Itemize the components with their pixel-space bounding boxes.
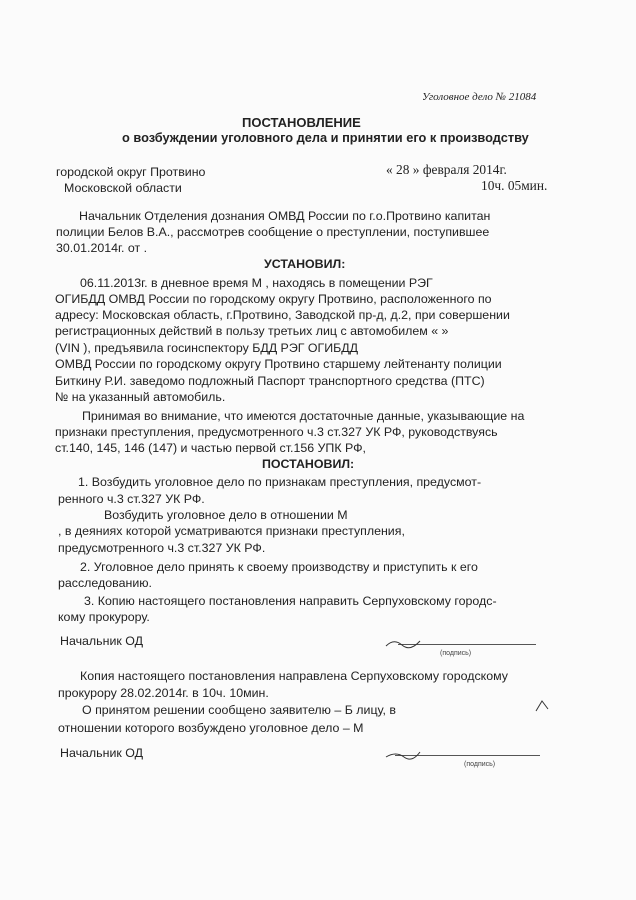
document-time: 10ч. 05мин. xyxy=(481,178,548,193)
signatory-title-2: Начальник ОД xyxy=(60,746,143,760)
copy-line-2: прокурору 28.02.2014г. в 10ч. 10мин. xyxy=(58,686,269,700)
resolution-1-line-4: , в деяниях которой усматриваются признаки преступления, xyxy=(58,524,405,538)
notified-line-2: отношении которого возбуждено уголовное дело – М xyxy=(58,721,364,735)
body-line-1: 06.11.2013г. в дневное время М , находясь в помещении РЭГ xyxy=(80,276,433,290)
resolution-3-line-2: кому прокурору. xyxy=(58,610,150,624)
considering-line-1: Принимая во внимание, что имеются достаточные данные, указывающие на xyxy=(82,409,525,423)
resolution-1-line-2: ренного ч.3 ст.327 УК РФ. xyxy=(58,492,205,506)
body-line-6: ОМВД России по городскому округу Протвино старшему лейтенанту полиции xyxy=(55,357,502,371)
body-line-7: Биткину Р.И. заведомо подложный Паспорт транспортного средства (ПТС) xyxy=(55,374,485,388)
resolution-2-line-2: расследованию. xyxy=(58,576,152,590)
intro-line-2: полиции Белов В.А., рассмотрев сообщение о преступлении, поступившее xyxy=(56,225,490,239)
pen-mark-icon xyxy=(534,697,550,715)
document-title: ПОСТАНОВЛЕНИЕ xyxy=(242,115,361,130)
resolution-1-line-1: 1. Возбудить уголовное дело по признакам преступления, предусмот- xyxy=(78,475,482,489)
signature-scribble-icon xyxy=(384,748,424,762)
signature-caption-2: (подпись) xyxy=(464,761,496,768)
body-line-8: № на указанный автомобиль. xyxy=(55,390,226,404)
resolution-2-line-1: 2. Уголовное дело принять к своему производству и приступить к его xyxy=(80,560,478,574)
body-line-4: регистрационных действий в пользу третьих лиц с автомобилем « » xyxy=(55,324,449,338)
signature-caption-1: (подпись) xyxy=(440,650,472,657)
body-line-2: ОГИБДД ОМВД России по городскому округу Протвино, расположенного по xyxy=(55,292,492,306)
body-line-3: адресу: Московская область, г.Протвино, Заводской пр-д, д.2, при совершении xyxy=(55,308,510,322)
heading-established: УСТАНОВИЛ: xyxy=(264,257,346,271)
signature-scribble-icon xyxy=(384,636,424,650)
location-line-1: городской округ Протвино xyxy=(56,165,206,179)
heading-resolved: ПОСТАНОВИЛ: xyxy=(262,457,355,471)
resolution-1-line-5: предусмотренного ч.3 ст.327 УК РФ. xyxy=(58,541,266,555)
document-date: « 28 » февраля 2014г. xyxy=(386,162,507,177)
intro-line-1: Начальник Отделения дознания ОМВД России по г.о.Протвино капитан xyxy=(79,209,491,223)
notified-line-1: О принятом решении сообщено заявителю – Б лицу, в xyxy=(82,703,396,717)
resolution-3-line-1: 3. Копию настоящего постановления направить Серпуховскому городс- xyxy=(84,594,497,608)
copy-line-1: Копия настоящего постановления направлена Серпуховскому городскому xyxy=(80,669,508,683)
considering-line-3: ст.140, 145, 146 (147) и частью первой ст.156 УПК РФ, xyxy=(55,441,366,455)
resolution-1-line-3: Возбудить уголовное дело в отношении М xyxy=(104,508,348,522)
considering-line-2: признаки преступления, предусмотренного ч.3 ст.327 УК РФ, руководствуясь xyxy=(55,425,498,439)
case-number: Уголовное дело № 21084 xyxy=(422,91,537,103)
document-subtitle: о возбуждении уголовного дела и принятии его к производству xyxy=(122,130,529,145)
intro-line-3: 30.01.2014г. от . xyxy=(56,241,148,255)
location-line-2: Московской области xyxy=(64,181,182,195)
signatory-title-1: Начальник ОД xyxy=(60,634,143,648)
body-line-5: (VIN ), предъявила госинспектору БДД РЭГ ОГИБДД xyxy=(55,341,359,355)
